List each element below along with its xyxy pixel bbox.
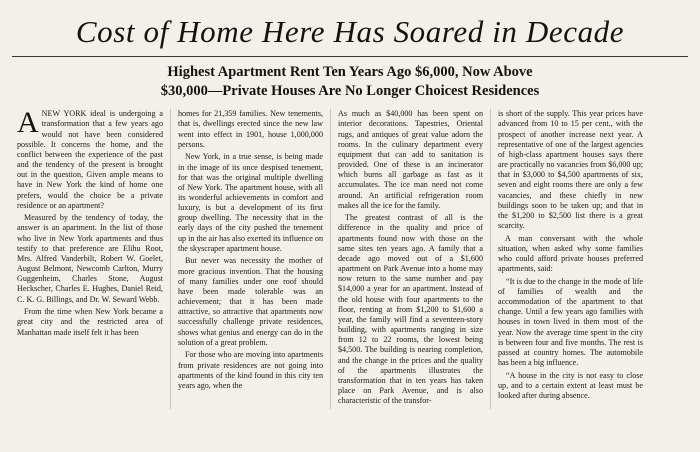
paragraph-text: NEW YORK ideal is undergoing a transformation that a few years ago would not have been considered possible. It concerns the home, and the conflict between the experience of the past and the tendency of the present is brought out in the question, Given ample means to have in New York the kind of home one prefers, would the choice be a private residence or an apartment? — [17, 109, 163, 210]
drop-cap: A — [17, 109, 39, 140]
paragraph: For those who are moving into apartments from private residences are not going into apartments of the kind found in this city ten years ago, when the — [178, 350, 323, 390]
page-title: Cost of Home Here Has Soared in Decade — [75, 14, 625, 49]
paragraph: homes for 21,359 families. New tenements, that is, dwellings erected since the new law went into effect in 1901, house 1,000,000 persons. — [178, 109, 323, 149]
paragraph — [17, 109, 163, 211]
paragraph: Measured by the tendency of today, the answer is an apartment. In the list of those who live in New York apartments and thus testify to that preference are Elihu Root, Mrs. Alfred Vanderbilt, Robert W. Goelet, August Belmont, Newcomb Carlton, Murry Guggenheim, Charles Stone, August Heckscher, Charles E. Hughes, Daniel Reid, C. K. G. Billings, and Dr. W. Seward Webb. — [17, 213, 163, 304]
article-column-1 — [10, 109, 170, 409]
paragraph: But never was necessity the mother of more gracious invention. That the housing of many families under one roof should have been made tolerable was an achievement; that it has been made attractive, so attractive that apartments now successfully challenge private residences, shows what genius and energy can do in the solution of a great problem. — [178, 256, 323, 347]
article-column-4 — [490, 109, 650, 409]
subheadline-line-2: $30,000—Private Houses Are No Longer Choicest Residences — [160, 83, 540, 100]
article-columns — [10, 109, 690, 409]
article-column-2 — [170, 109, 330, 409]
paragraph: As much as $40,000 has been spent on interior decorations. Tapestries, Oriental rugs, and antiques of great value adorn the rooms. In the culinary department every equipment that can add to sanitation is provided. One of these is an incinerator which burns all garbage as fast as it accumulates. The ice man need not come around. An artificial refrigeration room makes all the ice for the family. — [338, 109, 483, 210]
paragraph: From the time when New York became a great city and the restricted area of Manhattan made itself felt it has been — [17, 307, 163, 337]
article-column-3 — [330, 109, 490, 409]
subheadline — [40, 63, 660, 101]
paragraph: “A house in the city is not easy to close up, and to a certain extent at least must be looked after during absence. — [498, 370, 643, 400]
subheadline-line-1: Highest Apartment Rent Ten Years Ago $6,000, Now Above — [167, 64, 533, 80]
paragraph: The greatest contrast of all is the difference in the quality and price of apartments found now with those on the same sites ten years ago. A family that a decade ago moved out of a $1,600 apartment on Park Avenue into a home may now return to the same number and pay $14,000 a year for an apartment. Instead of the old house with four apartments to the floor, renting at from $1,200 to $1,600 a year, the family will find a seventeen-story building, with apartments ranging in size from 12 to 22 rooms, the lowest being $4,500. The building is nearing completion, and the change in the prices and the quality of the apartments illustrates the transformation that in ten years has taken place on Park Avenue, and is also characteristic of the transfor- — [338, 213, 483, 406]
paragraph: New York, in a true sense, is being made in the image of its once despised tenement, for that was the original multiple dwelling of New York. The apartment house, with all its wonderful achievements in comfort and luxury, is but a development of its first group dwelling. The necessity that in the early days of the city pushed the tenement up in the air has also exerted its influence on the skyscraper apartment house. — [178, 152, 323, 253]
paragraph: A man conversant with the whole situation, when asked why some families who could afford private houses preferred apartments, said: — [498, 233, 643, 274]
paragraph: is short of the supply. This year prices have advanced from 10 to 15 per cent., with the prospect of another increase next year. A representative of one of the largest agencies of high-class apartment houses says there are practically no vacancies from $6,000 up; that in $3,000 to $4,500 apartments of six, seven and eight rooms there are only a few vacancies, and these chiefly in new buildings soon to be taken up; and that in the $1,200 to $2,500 list there is a great scarcity. — [498, 109, 643, 230]
newspaper-page — [0, 14, 700, 452]
headline-divider — [12, 56, 688, 57]
paragraph: “It is due to the change in the mode of life of families of wealth and the accommodation of the apartment to that change. Until a few years ago families with houses in town lived in them most of the year. Now the average time spent in the city is between four and five months. The rest is passed at country homes. The automobile has been a big influence. — [498, 276, 643, 367]
